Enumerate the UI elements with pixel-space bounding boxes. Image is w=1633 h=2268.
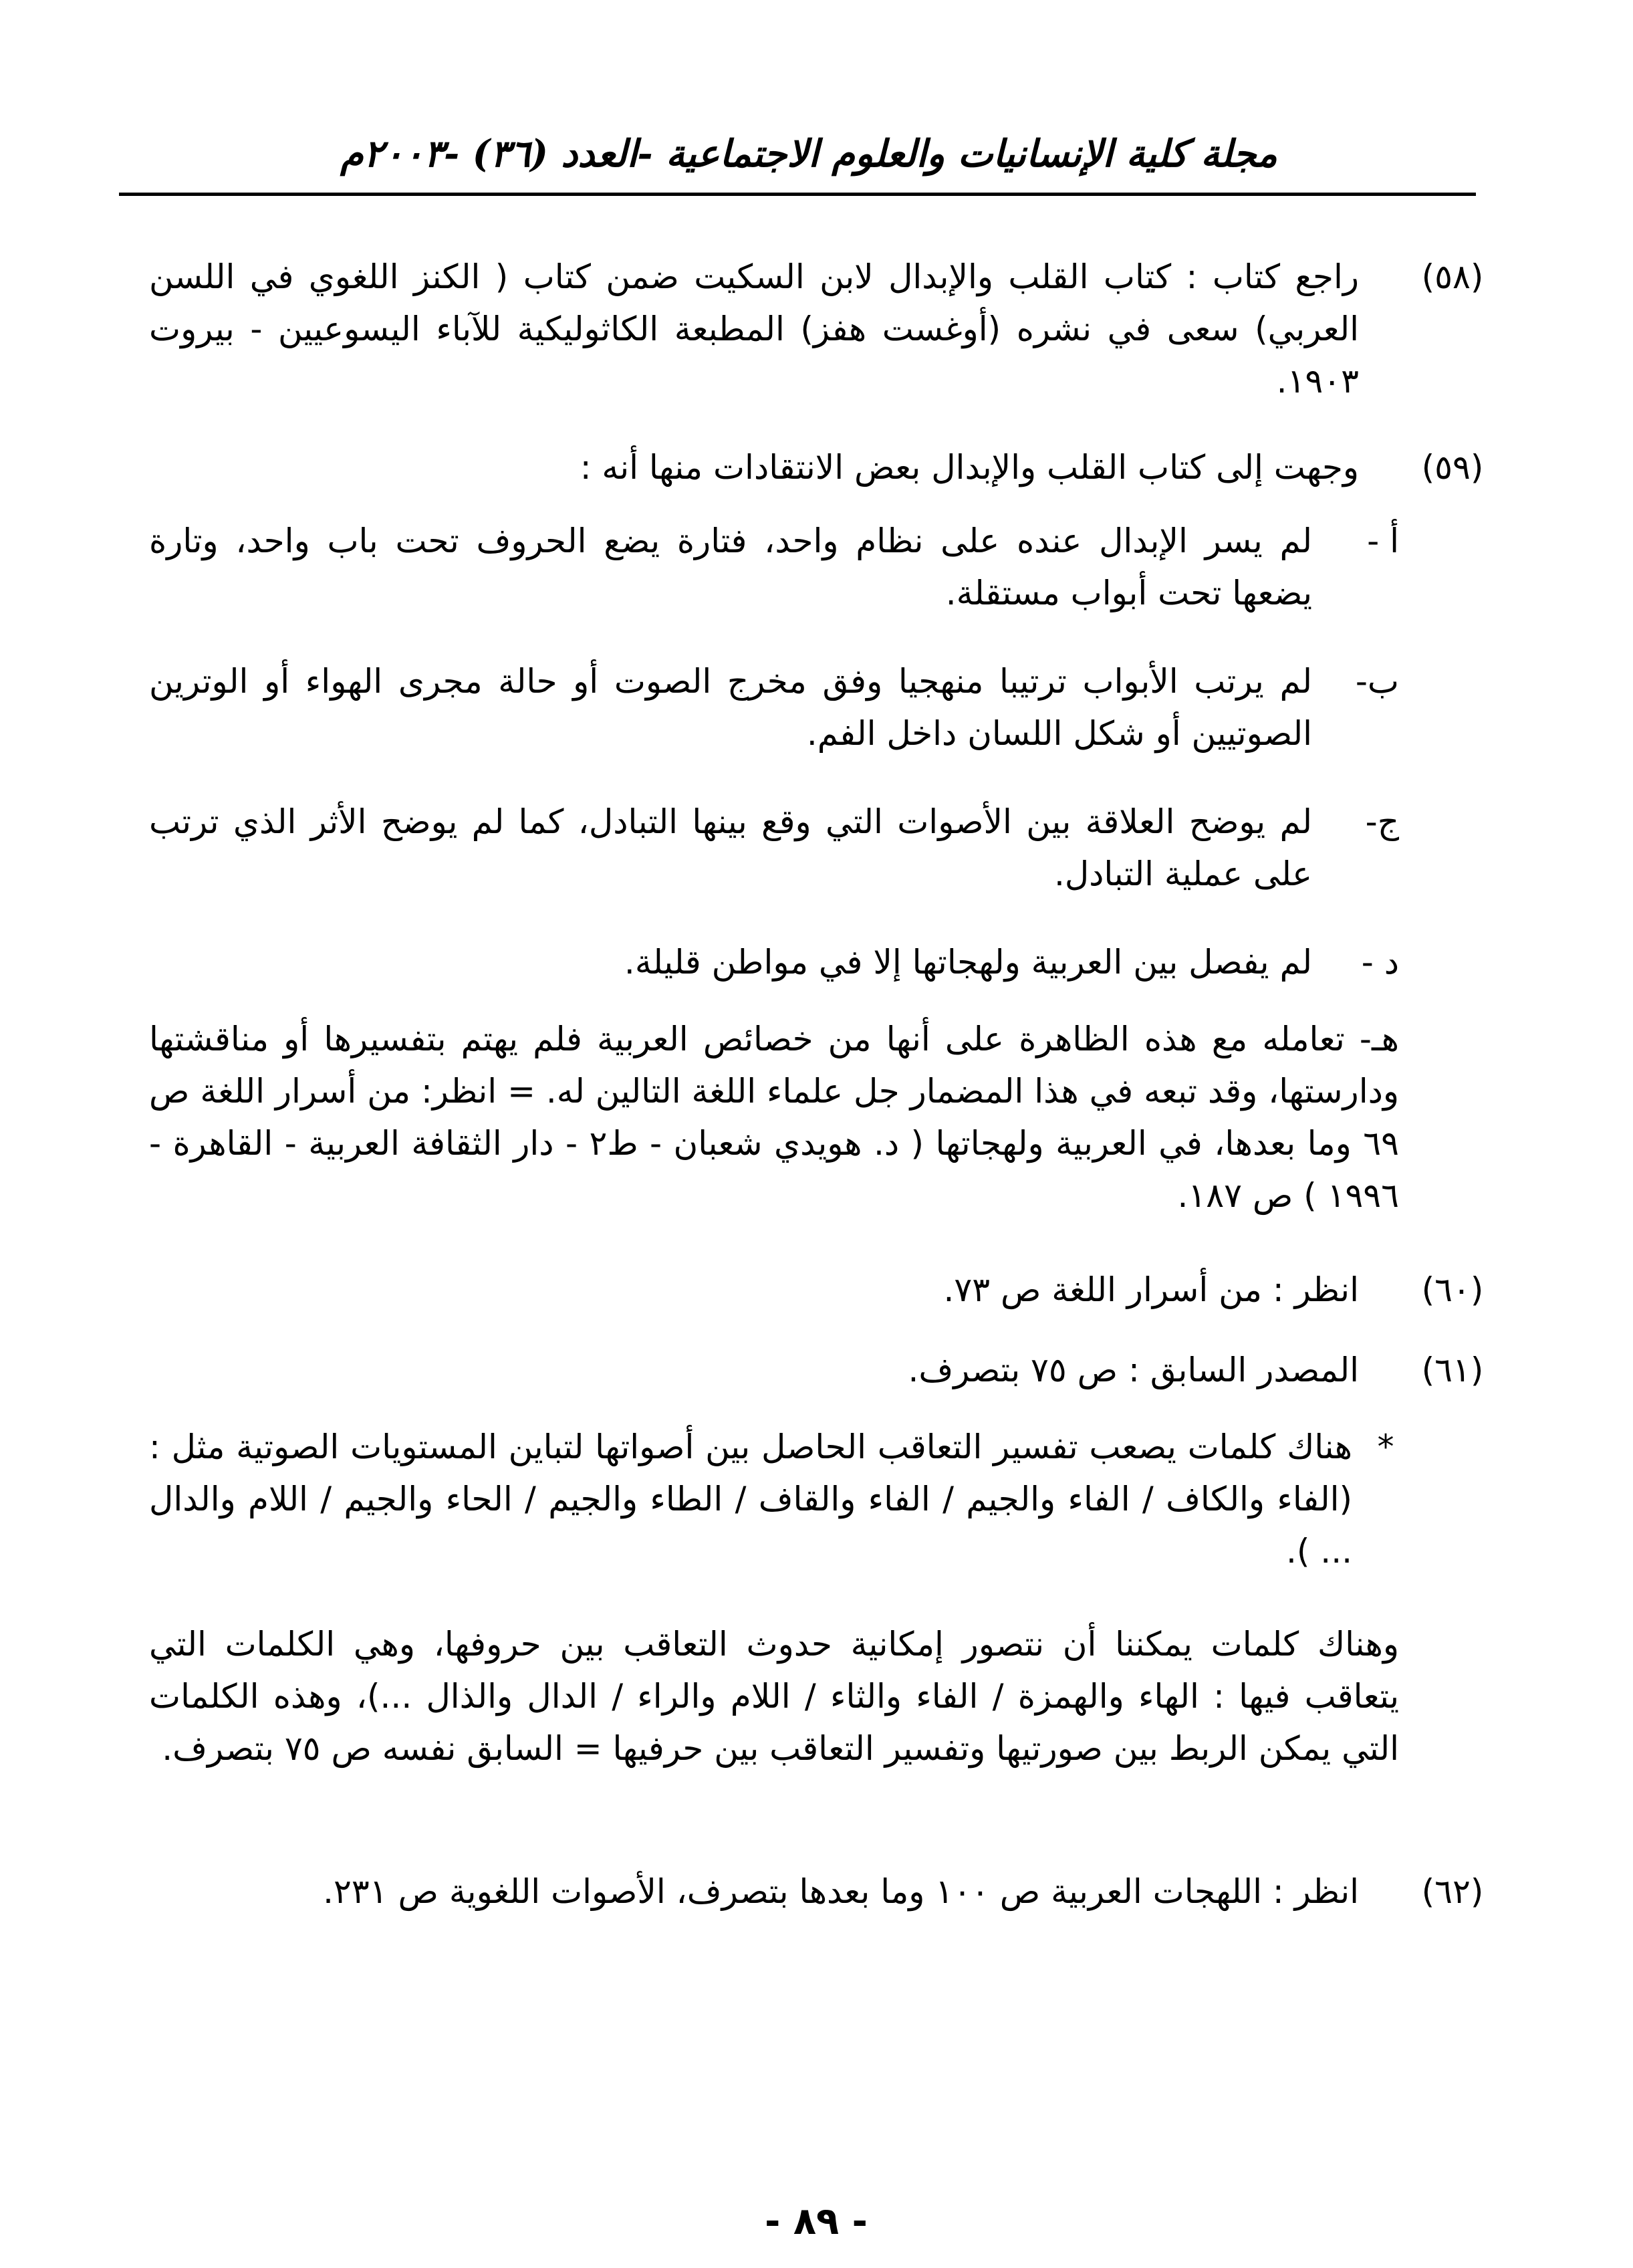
footnote-text: راجع كتاب : كتاب القلب والإبدال لابن السكيت ضمن كتاب ( الكنز اللغوي في اللسن العربي) سعى في نشره (أوغست هفز) المطبعة الكاثوليكية للآباء اليسوعيين - بيروت ١٩٠٣. [149, 257, 1359, 401]
item-letter: ج- [1365, 802, 1399, 841]
item-letter: أ - [1367, 522, 1399, 560]
footnote-number: (٥٩) [1421, 448, 1484, 487]
item-text: لم يسر الإبدال عنده على نظام واحد، فتارة يضع الحروف تحت باب واحد، وتارة يضعها تحت أبواب مستقلة. [149, 522, 1312, 612]
footnote-text: وجهت إلى كتاب القلب والإبدال بعض الانتقادات منها أنه : [580, 448, 1359, 487]
criticism-item-a [149, 515, 1399, 619]
footnote-number: (٦٠) [1421, 1270, 1484, 1309]
footnote-58 [149, 251, 1499, 407]
bullet-mark: * [1377, 1428, 1394, 1466]
footnote-61 [149, 1344, 1499, 1396]
footnote-text: انظر : اللهجات العربية ص ١٠٠ وما بعدها بتصرف، الأصوات اللغوية ص ٢٣١. [323, 1872, 1359, 1911]
page-number: - ٨٩ - [765, 2200, 868, 2243]
item-text: لم يفصل بين العربية ولهجاتها إلا في مواطن قليلة. [624, 943, 1312, 982]
footnote-59 [149, 441, 1499, 493]
item-letter: د - [1361, 943, 1399, 982]
footnote-text: انظر : من أسرار اللغة ص ٧٣. [943, 1270, 1359, 1309]
footnote-62 [149, 1865, 1499, 1918]
item-letter: ب- [1355, 662, 1399, 701]
footnote-text: المصدر السابق : ص ٧٥ بتصرف. [908, 1351, 1359, 1389]
bullet-text: هناك كلمات يصعب تفسير التعاقب الحاصل بين أصواتها لتباين المستويات الصوتية مثل : (الفاء والكاف / الفاء والجيم / الفاء والقاف / الطاء والجيم / الحاء والجيم / اللام والدال ... ). [149, 1428, 1352, 1571]
bullet-note [149, 1421, 1399, 1577]
paragraph-also: وهناك كلمات يمكننا أن نتصور إمكانية حدوث التعاقب بين حروفها، وهي الكلمات التي يتعاقب فيها : الهاء والهمزة / الفاء والثاء / اللام والراء / الدال والذال ...)، وهذه الكلمات التي يمكن الربط بين صورتيها وتفسير التعاقب بين حرفيها = السابق نفسه ص ٧٥ بتصرف. [149, 1625, 1399, 1768]
criticism-item-b [149, 655, 1399, 760]
footnote-number: (٦٢) [1421, 1872, 1484, 1911]
criticism-item-he: هـ- تعامله مع هذه الظاهرة على أنها من خصائص العربية فلم يهتم بتفسيرها أو مناقشتها ودارستها، وقد تبعه في هذا المضمار جل علماء اللغة التالين له. = انظر: من أسرار اللغة ص ٦٩ وما بعدها، في العربية ولهجاتها ( د. هويدي شعبان - ط٢ - دار الثقافة العربية - القاهرة - ١٩٩٦ ) ص ١٨٧. [149, 1020, 1399, 1215]
criticism-item-d [149, 936, 1399, 988]
journal-title: مجلة كلية الإنسانيات والعلوم الاجتماعية -العدد (٣٦) -٢٠٠٣م [340, 132, 1277, 176]
criticism-item-c [149, 796, 1399, 900]
footnote-number: (٦١) [1421, 1351, 1484, 1389]
footnote-number: (٥٨) [1421, 257, 1484, 296]
header-divider [119, 193, 1476, 196]
item-text: لم يرتب الأبواب ترتيبا منهجيا وفق مخرج الصوت أو حالة مجرى الهواء أو الوترين الصوتيين أو شكل اللسان داخل الفم. [149, 662, 1312, 753]
item-text: لم يوضح العلاقة بين الأصوات التي وقع بينها التبادل، كما لم يوضح الأثر الذي ترتب على عملية التبادل. [149, 802, 1312, 893]
journal-header [147, 127, 1471, 181]
footnote-60 [149, 1264, 1499, 1316]
